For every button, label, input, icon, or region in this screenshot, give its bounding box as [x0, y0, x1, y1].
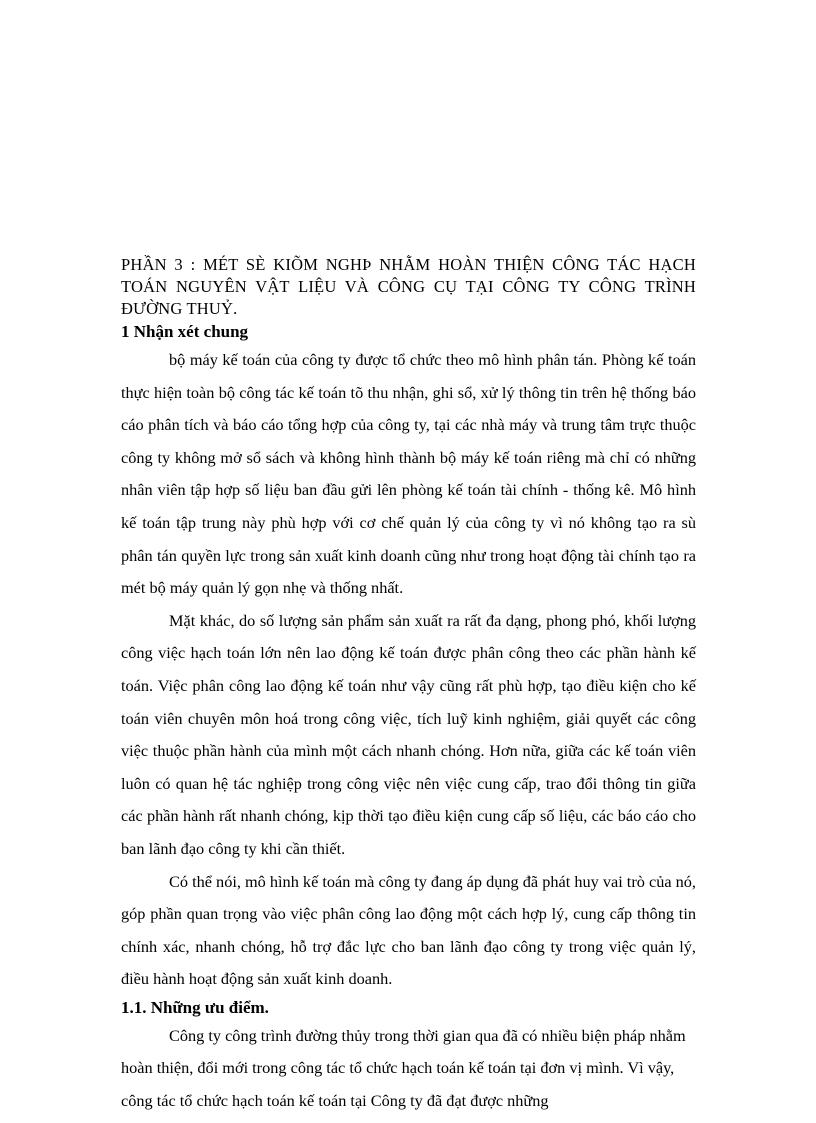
- part-title: PHẦN 3 : MÉT SÈ KIÕM NGHÞ NHẰM HOÀN THIỆN CÔNG TÁC HẠCH TOÁN NGUYÊN VẬT LIỆU VÀ CÔNG CỤ TẠI CÔNG TY CÔNG TRÌNH ĐƯỜNG THUỶ.: [121, 255, 696, 318]
- section-heading-general-remarks: 1 Nhận xét chung: [121, 322, 249, 341]
- section-heading-advantages: 1.1. Những ưu điểm.: [121, 997, 269, 1017]
- page-content: [121, 254, 696, 1118]
- paragraph: Công ty công trình đường thủy trong thời gian qua đã có nhiều biện pháp nhằm hoàn thiện, đổi mới trong công tác tổ chức hạch toán kế toán tại đơn vị mình. Vì vậy, công tác tổ chức hạch toán kế toán tại Công ty đã đạt được những: [121, 1025, 686, 1111]
- paragraph: Có thể nói, mô hình kế toán mà công ty đang áp dụng đã phát huy vai trò của nó, góp phần quan trọng vào việc phân công lao động một cách hợp lý, cung cấp thông tin chính xác, nhanh chóng, hỗ trợ đắc lực cho ban lãnh đạo công ty trong việc quản lý, điều hành hoạt động sản xuất kinh doanh.: [121, 871, 696, 989]
- paragraph: bộ máy kế toán của công ty được tổ chức theo mô hình phân tán. Phòng kế toán thực hiện toàn bộ công tác kế toán tõ thu nhận, ghi sổ, xử lý thông tin trên hệ thống báo cáo phân tích và báo cáo tổng hợp của công ty, tại các nhà máy và trung tâm trực thuộc công ty không mở sổ sách và không hình thành bộ máy kế toán riêng mà chỉ có những nhân viên tập hợp số liệu ban đầu gửi lên phòng kế toán tài chính - thống kê. Mô hình kế toán tập trung này phù hợp với cơ chế quản lý của công ty vì nó không tạo ra sù phân tán quyền lực trong sản xuất kinh doanh cũng như trong hoạt động tài chính tạo ra mét bộ máy quản lý gọn nhẹ và thống nhất.: [121, 350, 696, 598]
- paragraph: Mặt khác, do số lượng sản phẩm sản xuất ra rất đa dạng, phong phó, khối lượng công việc hạch toán lớn nên lao động kế toán được phân công theo các phần hành kế toán. Việc phân công lao động kế toán như vậy cũng rất phù hợp, tạo điều kiện cho kế toán viên chuyên môn hoá trong công việc, tích luỹ kinh nghiệm, giải quyết các công việc thuộc phần hành của mình một cách nhanh chóng. Hơn nữa, giữa các kế toán viên luôn có quan hệ tác nghiệp trong công việc nên việc cung cấp, trao đổi thông tin giữa các phần hành rất nhanh chóng, kịp thời tạo điều kiện cung cấp số liệu, các báo cáo cho ban lãnh đạo công ty khi cần thiết.: [121, 610, 696, 858]
